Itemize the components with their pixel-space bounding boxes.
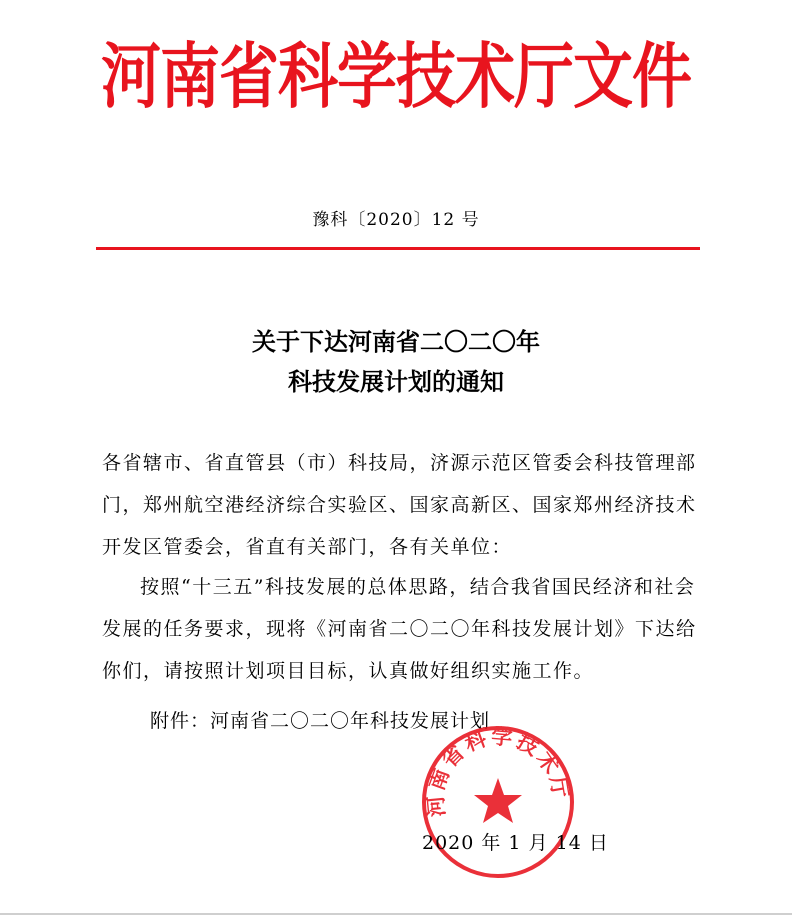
notice-title-line1: 关于下达河南省二〇二〇年: [252, 328, 540, 356]
red-divider-line: [96, 247, 700, 250]
document-number: 豫科〔2020〕12 号: [312, 210, 480, 230]
body-paragraph: 按照“十三五”科技发展的总体思路，结合我省国民经济和社会发展的任务要求，现将《河南省二〇二〇年科技发展计划》下达给你们，请按照计划项目目标，认真做好组织实施工作。: [102, 576, 697, 682]
seal-text: 河南省科学技术厅: [423, 724, 573, 818]
issue-date: 2020 年 1 月 14 日: [422, 832, 609, 854]
notice-title: [0, 322, 792, 402]
recipients-paragraph: 各省辖市、省直管县（市）科技局，济源示范区管委会科技管理部门，郑州航空港经济综合实验区、国家高新区、国家郑州经济技术开发区管委会，省直有关部门，各有关单位：: [102, 452, 697, 558]
official-seal-stamp: [418, 722, 578, 882]
seal-star-icon: [474, 778, 522, 823]
attachment-line: 附件：河南省二〇二〇年科技发展计划: [150, 710, 491, 732]
document-header-title: 河南省科学技术厅文件: [101, 35, 691, 119]
notice-title-line2: 科技发展计划的通知: [288, 368, 504, 396]
